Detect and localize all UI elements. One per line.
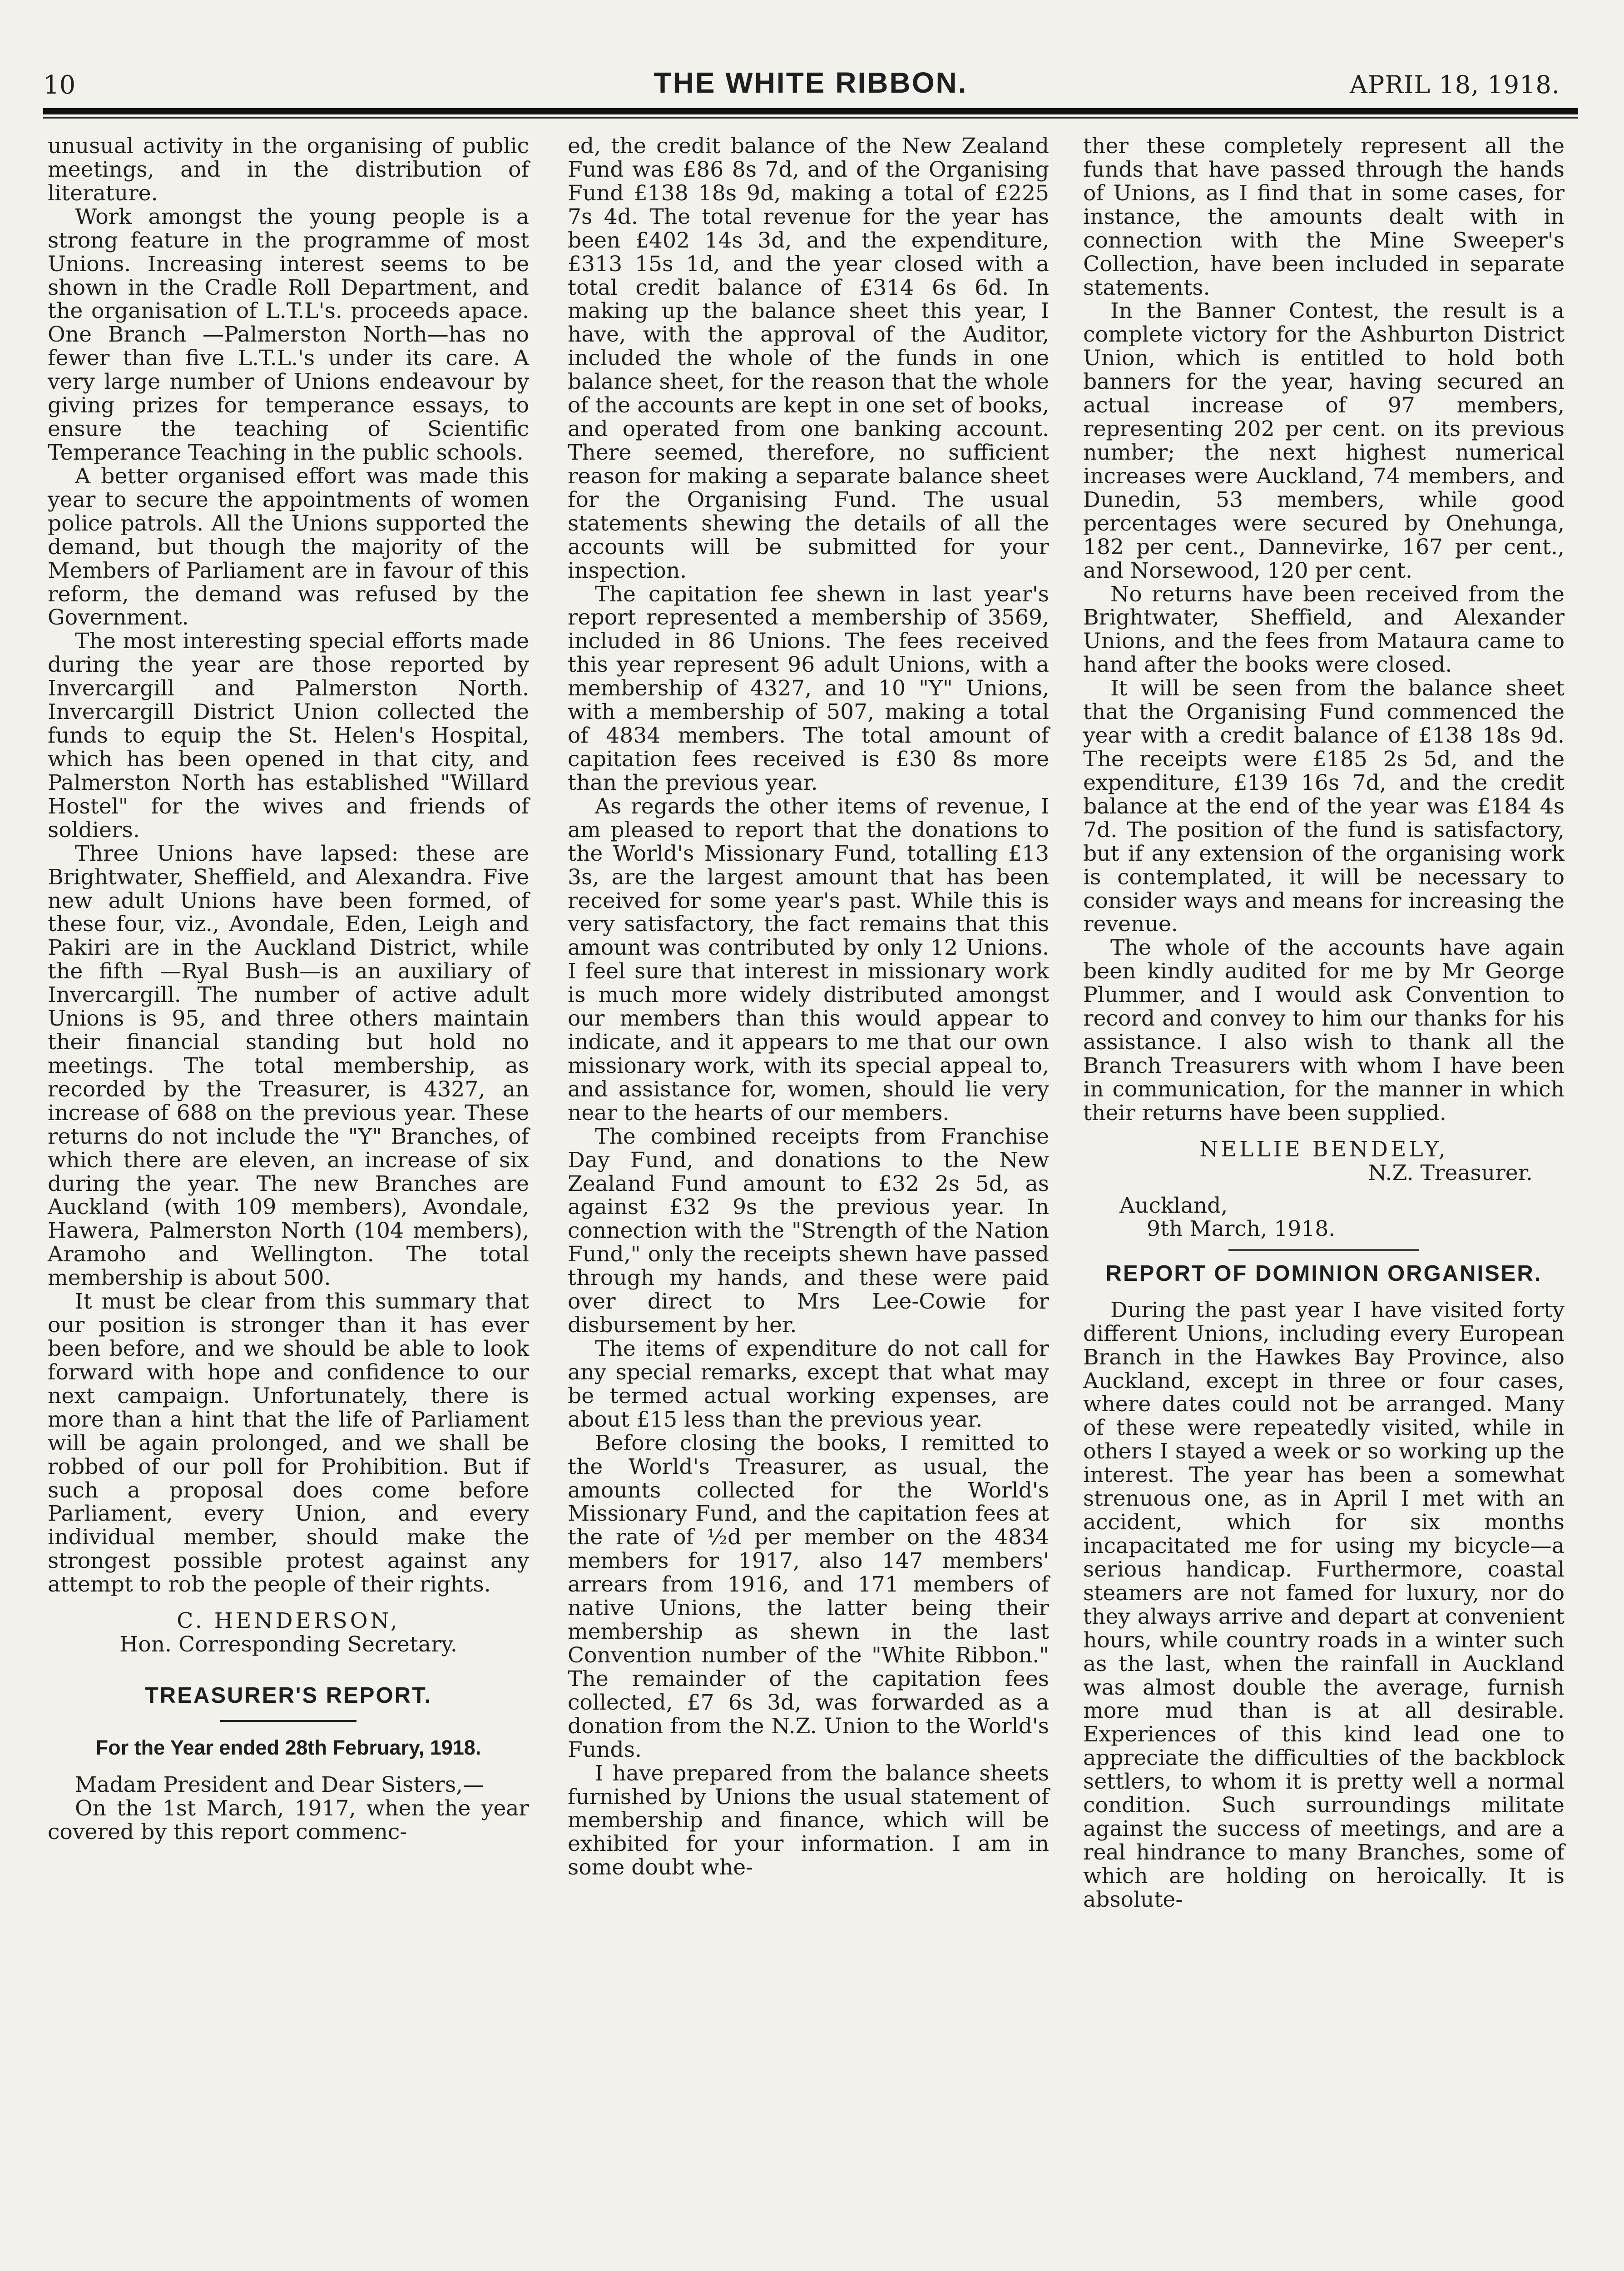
paragraph: The items of expenditure do not call for any special remarks, except that what may be termed actual working expenses, are about £15 less than the previous year. (568, 1336, 1049, 1432)
dateline-date: 9th March, 1918. (1147, 1216, 1336, 1242)
paragraph: It must be clear from this summary that our position is stronger than it has ever been before, and we should be able to look forward with hope and confidence to our next campaign. Unfortunately, there is more than a hint that the life of Parliament will be again prolonged, and we shall be robbed of our poll for Prohibition. But if such a proposal does come before Parliament, every Union, and every individual member, should make the strongest possible protest against any attempt to rob the people of their rights. (48, 1289, 529, 1597)
heading-rule (220, 1720, 356, 1722)
paragraph: The most interesting special efforts made during the year are those reported by Invercargill and Palmerston North. Invercargill District Union collected the funds to equip the St. Helen's Hospital, which has been opened in that city, and Palmerston North has established "Willard Hostel" for the wives and friends of soldiers. (48, 629, 529, 843)
column-2 (568, 134, 1049, 1879)
newspaper-title: THE WHITE RIBBON. (654, 66, 968, 99)
section-subheading: For the Year ended 28th February, 1918. (95, 1736, 481, 1760)
paragraph: I have prepared from the balance sheets furnished by Unions the usual statement of membership and finance, which will be exhibited for your information. I am in some doubt whe- (568, 1760, 1049, 1880)
paragraph: The whole of the accounts have again been kindly audited for me by Mr George Plummer, and I would ask Convention to record and convey to him our thanks for his assistance. I also wish to thank all the Branch Treasurers with whom I have been in communication, for the manner in which their returns have been supplied. (1083, 935, 1565, 1126)
masthead-rule-thin (43, 117, 1578, 119)
paragraph: A better organised effort was made this year to secure the appointments of women police patrols. All the Unions supported the demand, but though the majority of the Members of Parliament are in favour of this reform, the demand was refused by the Government. (48, 463, 529, 630)
paragraph: Work amongst the young people is a strong feature in the programme of most Unions. Increasing interest seems to be shown in the Cradle Roll Department, and the organisation of L.T.L's. proceeds apace. One Branch —Palmerston North—has no fewer than five L.T.L.'s under its care. A very large number of Unions endeavour by giving prizes for temperance essays, to ensure the teaching of Scientific Temperance Teaching in the public schools. (48, 204, 529, 465)
column-1 (48, 134, 529, 1844)
paragraph: The capitation fee shewn in last year's report represented a membership of 3569, included in 86 Unions. The fees received this year represent 96 adult Unions, with a membership of 4327, and 10 "Y" Unions, with a membership of 507, making a total of 4834 members. The total amount of capitation fees received is £30 8s more than the previous year. (568, 581, 1049, 795)
masthead-rule (43, 108, 1578, 114)
paragraph: ther these completely represent all the funds that have passed through the hands of Unions, as I find that in some cases, for instance, the amounts dealt with in connection with the Mine Sweeper's Collection, have been included in separate statements. (1083, 134, 1565, 300)
signature-title: Hon. Corresponding Secretary. (119, 1632, 457, 1657)
paragraph: In the Banner Contest, the result is a complete victory for the Ashburton District Union, which is entitled to hold both banners for the year, having secured an actual increase of 97 members, representing 202 per cent. on its previous number; the next highest numerical increases were Auckland, 74 members, and Dunedin, 53 members, while good percentages were secured by Onehunga, 182 per cent., Dannevirke, 167 per cent., and Norsewood, 120 per cent. (1083, 298, 1565, 583)
section-heading: TREASURER'S REPORT. (144, 1683, 432, 1708)
dateline-place: Auckland, (1119, 1193, 1228, 1218)
masthead (43, 61, 1578, 104)
section-rule (1228, 1249, 1419, 1251)
paragraph: As regards the other items of revenue, I am pleased to report that the donations to the World's Missionary Fund, totalling £13 3s, are the largest amount that has been received for some year's past. While this is very satisfactory, the fact remains that this amount was contributed by only 12 Unions. I feel sure that interest in missionary work is much more widely distributed amongst our members than this would appear to indicate, and it appears to me that our own missionary work, with its special appeal to, and assistance for, women, should lie very near to the hearts of our members. (568, 793, 1049, 1126)
issue-date: APRIL 18, 1918. (1350, 70, 1560, 99)
paragraph: ed, the credit balance of the New Zealand Fund was £86 8s 7d, and of the Organising Fund £138 18s 9d, making a total of £225 7s 4d. The total revenue for the year has been £402 14s 3d, and the expenditure, £313 15s 1d, and the year closed with a total credit balance of £314 6s 6d. In making up the balance sheet this year, I have, with the approval of the Auditor, included the whole of the funds in one balance sheet, for the reason that the whole of the accounts are kept in one set of books, and operated from one banking account. There seemed, therefore, no sufficient reason for making a separate balance sheet for the Organising Fund. The usual statements shewing the details of all the accounts will be submitted for your inspection. (568, 134, 1049, 583)
paragraph: Three Unions have lapsed: these are Brightwater, Sheffield, and Alexandra. Five new adult Unions have been formed, of these four, viz., Avondale, Eden, Leigh and Pakiri are in the Auckland District, while the fifth —Ryal Bush—is an auxiliary of Invercargill. The number of active adult Unions is 95, and three others maintain their financial standing but hold no meetings. The total membership, as recorded by the Treasurer, is 4327, an increase of 688 on the previous year. These returns do not include the "Y" Branches, of which there are eleven, an increase of six during the year. The new Branches are Auckland (with 109 members), Avondale, Hawera, Palmerston North (104 members), Aramoho and Wellington. The total membership is about 500. (48, 841, 529, 1291)
paragraph: During the past year I have visited forty different Unions, including every European Branch in the Hawkes Bay Province, also Auckland, except in three or four cases, where dates could not be arranged. Many of these were repeatedly visited, while in others I stayed a week or so working up the interest. The year has been a somewhat strenuous one, as in April I met with an accident, which for six months incapacitated me for using my bicycle—a serious handicap. Furthermore, coastal steamers are not famed for luxury, nor do they always arrive and depart at convenient hours, while country roads in a winter such as the last, when the rainfall in Auckland was almost double the average, furnish more mud than is at all desirable. Experiences of this kind lead one to appreciate the difficulties of the backblock settlers, to whom it is pretty well a normal condition. Such surroundings militate against the success of meetings, and are a real hindrance to many Branches, some of which are holding on heroically. It is absolute- (1083, 1297, 1565, 1912)
paragraph: On the 1st March, 1917, when the year covered by this report commenc- (48, 1796, 529, 1845)
signature-name: NELLIE BENDELY, (1199, 1136, 1448, 1162)
column-3 (1083, 134, 1565, 1912)
paragraph: It will be seen from the balance sheet that the Organising Fund commenced the year with a credit balance of £138 18s 9d. The receipts were £185 2s 5d, and the expenditure, £139 16s 7d, and the credit balance at the end of the year was £184 4s 7d. The position of the fund is satisfactory, but if any extension of the organising work is contemplated, it will be necessary to consider ways and means for increasing the revenue. (1083, 676, 1565, 937)
paragraph: Before closing the books, I remitted to the World's Treasurer, as usual, the amounts collected for the World's Missionary Fund, and the capitation fees at the rate of ½d per member on the 4834 members for 1917, also 147 members' arrears from 1916, and 171 members of native Unions, the latter being their membership as shewn in the last Convention number of the "White Ribbon." The remainder of the capitation fees collected, £7 6s 3d, was forwarded as a donation from the N.Z. Union to the World's Funds. (568, 1430, 1049, 1762)
page-number: 10 (43, 70, 76, 100)
section-heading: REPORT OF DOMINION ORGANISER. (1105, 1261, 1542, 1286)
signature-name: C. HENDERSON, (177, 1608, 400, 1634)
paragraph: The combined receipts from Franchise Day Fund, and donations to the New Zealand Fund amount to £32 2s 5d, as against £32 9s the previous year. In connection with the "Strength of the Nation Fund," only the receipts shewn have passed through my hands, and these were paid over direct to Mrs Lee-Cowie for disbursement by her. (568, 1124, 1049, 1338)
salutation: Madam President and Dear Sisters,— (75, 1772, 485, 1798)
paragraph: unusual activity in the organising of public meetings, and in the distribution of literature. (48, 134, 529, 206)
paragraph: No returns have been received from the Brightwater, Sheffield, and Alexander Unions, and the fees from Mataura came to hand after the books were closed. (1083, 581, 1565, 678)
signature-title: N.Z. Treasurer. (1368, 1160, 1533, 1185)
